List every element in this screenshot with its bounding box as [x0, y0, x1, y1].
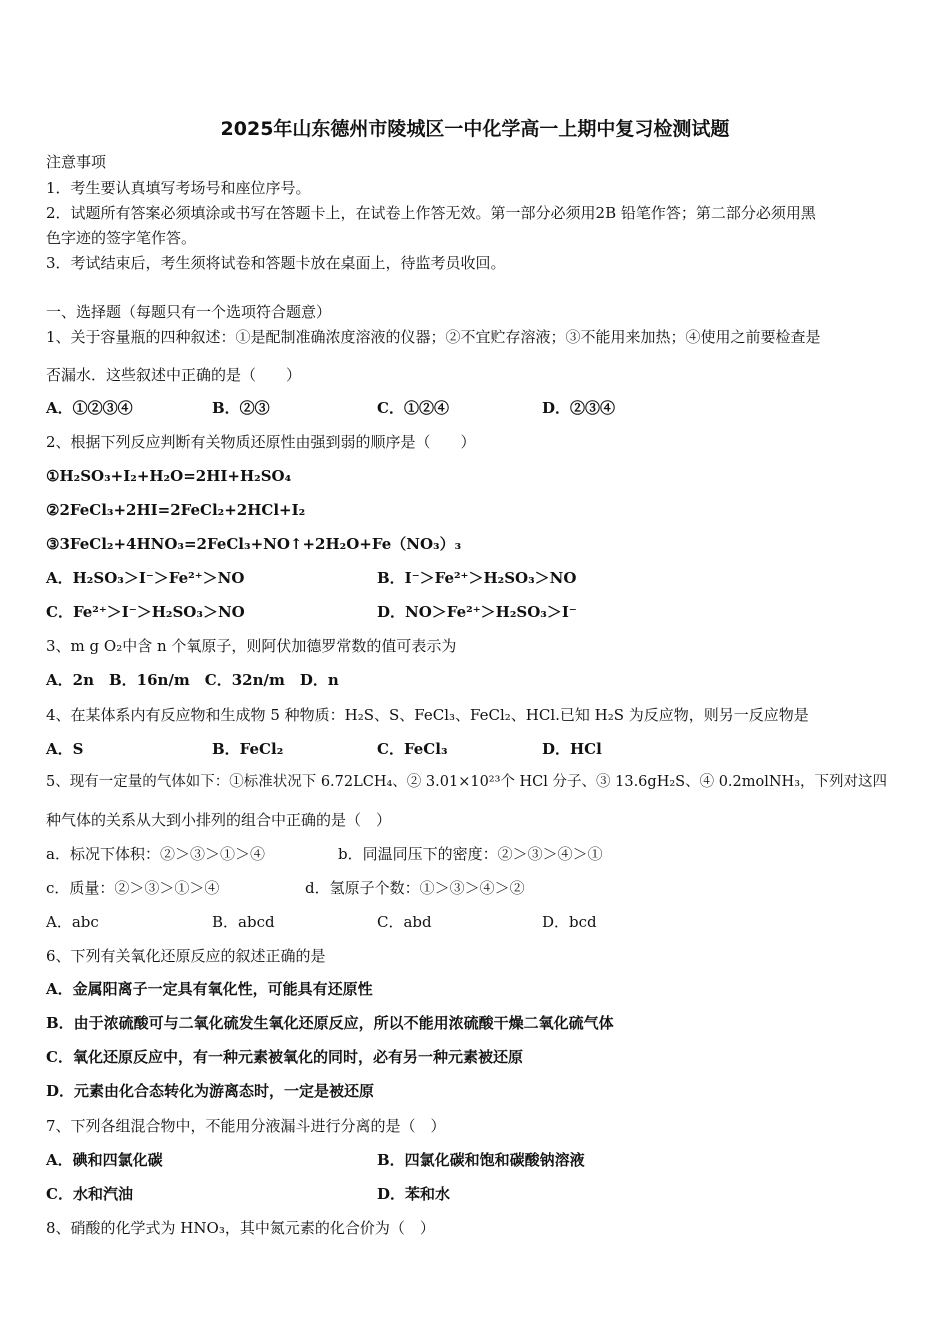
q6-option-c: C．氧化还原反应中，有一种元素被氧化的同时，必有另一种元素被还原 [46, 1048, 523, 1066]
q3-stem: 3、m g O₂中含 n 个氧原子，则阿伏加德罗常数的值可表示为 [46, 637, 457, 655]
q2-option-c: C．Fe²⁺＞I⁻＞H₂SO₃＞NO [46, 603, 245, 621]
q1-option-d: D．②③④ [542, 399, 616, 417]
q2-reaction-3: ③3FeCl₂+4HNO₃=2FeCl₃+NO↑+2H₂O+Fe（NO₃）₃ [46, 535, 462, 553]
q2-reaction-2: ②2FeCl₃+2HI=2FeCl₂+2HCl+I₂ [46, 501, 306, 519]
q3-options: A．2n B．16n/m C．32n/m D．n [46, 671, 339, 689]
notice-item-2: 2．试题所有答案必须填涂或书写在答题卡上，在试卷上作答无效。第一部分必须用2B 铅笔作答；第二部分必须用黑 [46, 204, 816, 222]
q1-option-c: C．①②④ [377, 399, 449, 417]
notice-item-1: 1．考生要认真填写考场号和座位序号。 [46, 179, 311, 197]
q4-option-a: A．S [46, 740, 84, 758]
q8-stem: 8、硝酸的化学式为 HNO₃，其中氮元素的化合价为（ ） [46, 1219, 435, 1237]
q2-stem: 2、根据下列反应判断有关物质还原性由强到弱的顺序是（ ） [46, 433, 476, 451]
q6-stem: 6、下列有关氧化还原反应的叙述正确的是 [46, 947, 326, 965]
q7-option-d: D．苯和水 [377, 1185, 451, 1203]
q4-option-b: B．FeCl₂ [212, 740, 284, 758]
q5-stem-1: 5、现有一定量的气体如下：①标准状况下 6.72LCH₄、② 3.01×10²³个 HCl 分子、③ 13.6gH₂S、④ 0.2molNH₃，下列对这四 [46, 774, 888, 790]
q4-stem: 4、在某体系内有反应物和生成物 5 种物质：H₂S、S、FeCl₃、FeCl₂、HCl.已知 H₂S 为反应物，则另一反应物是 [46, 706, 809, 724]
q4-option-c: C．FeCl₃ [377, 740, 448, 758]
q7-stem: 7、下列各组混合物中，不能用分液漏斗进行分离的是（ ） [46, 1117, 446, 1135]
q1-stem-2: 否漏水．这些叙述中正确的是（ ） [46, 366, 302, 384]
q7-option-c: C．水和汽油 [46, 1185, 133, 1203]
q6-option-b: B．由于浓硫酸可与二氧化硫发生氧化还原反应，所以不能用浓硫酸干燥二氧化硫气体 [46, 1014, 614, 1032]
q5-statement-b: b．同温同压下的密度：②＞③＞④＞① [338, 845, 603, 863]
q2-option-d: D．NO＞Fe²⁺＞H₂SO₃＞I⁻ [377, 603, 577, 621]
q5-statement-a: a．标况下体积：②＞③＞①＞④ [46, 845, 265, 863]
q5-statement-c: c．质量：②＞③＞①＞④ [46, 879, 220, 897]
q5-statement-d: d．氢原子个数：①＞③＞④＞② [305, 879, 525, 897]
notice-item-2-cont: 色字迹的签字笔作答。 [46, 229, 197, 247]
q5-option-a: A．abc [46, 913, 99, 931]
q7-option-a: A．碘和四氯化碳 [46, 1151, 163, 1169]
q2-reaction-1: ①H₂SO₃+I₂+H₂O=2HI+H₂SO₄ [46, 467, 292, 485]
q2-option-a: A．H₂SO₃＞I⁻＞Fe²⁺＞NO [46, 569, 245, 587]
q1-stem-1: 1、关于容量瓶的四种叙述：①是配制准确浓度溶液的仪器；②不宜贮存溶液；③不能用来加热；④使用之前要检查是 [46, 328, 821, 346]
q6-option-a: A．金属阳离子一定具有氧化性，可能具有还原性 [46, 980, 373, 998]
q5-stem-2: 种气体的关系从大到小排列的组合中正确的是（ ） [46, 811, 392, 829]
section-heading: 一、选择题（每题只有一个选项符合题意） [46, 303, 332, 321]
q7-option-b: B．四氯化碳和饱和碳酸钠溶液 [377, 1151, 585, 1169]
q5-option-d: D．bcd [542, 913, 597, 931]
q2-option-b: B．I⁻＞Fe²⁺＞H₂SO₃＞NO [377, 569, 577, 587]
q1-option-b: B．②③ [212, 399, 270, 417]
q6-option-d: D．元素由化合态转化为游离态时，一定是被还原 [46, 1082, 375, 1100]
notice-item-3: 3．考试结束后，考生须将试卷和答题卡放在桌面上，待监考员收回。 [46, 254, 506, 272]
notice-heading: 注意事项 [46, 153, 107, 171]
q5-option-c: C．abd [377, 913, 432, 931]
q5-option-b: B．abcd [212, 913, 275, 931]
page-title: 2025年山东德州市陵城区一中化学高一上期中复习检测试题 [220, 118, 730, 140]
q1-option-a: A．①②③④ [46, 399, 133, 417]
q4-option-d: D．HCl [542, 740, 602, 758]
